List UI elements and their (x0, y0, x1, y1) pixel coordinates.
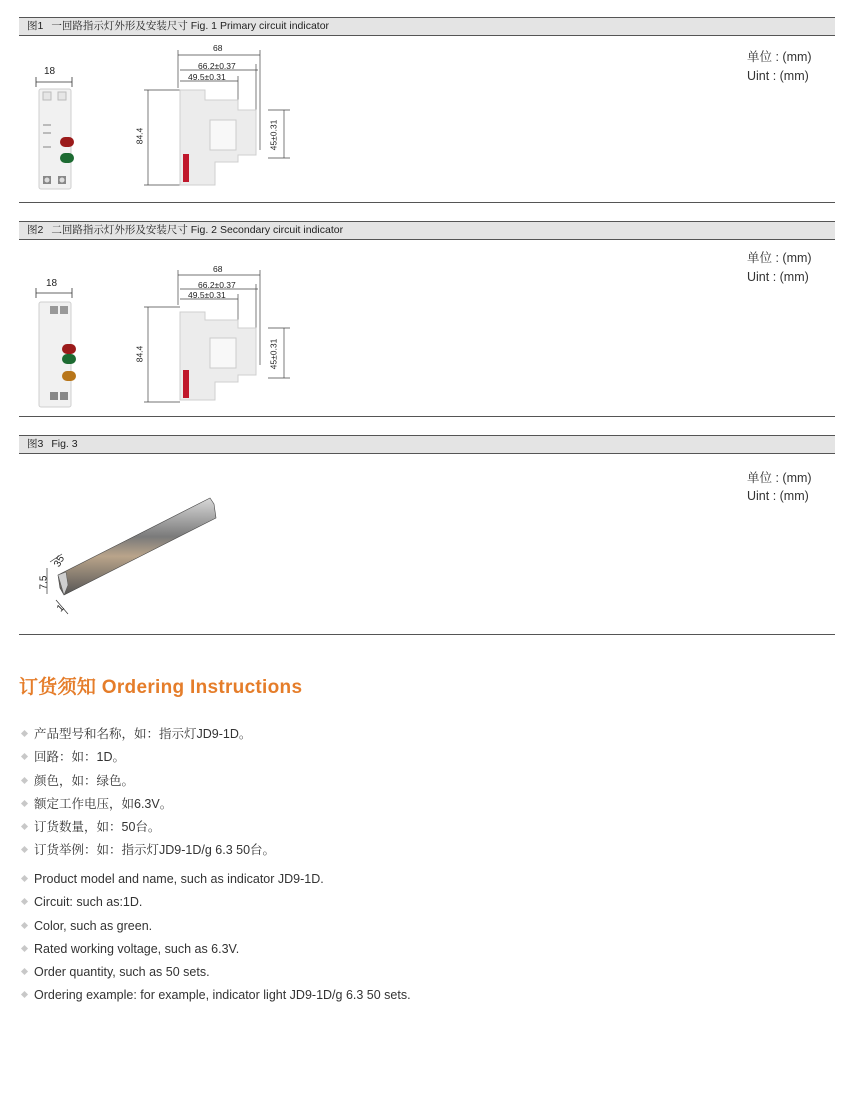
list-item-text: 订货数量，如：50台。 (34, 820, 161, 835)
figure-1-light-green (60, 153, 74, 163)
figure-3-unit-cn: 单位 : (mm) (747, 471, 812, 485)
figure-1-d1-label: 66.2±0.37 (198, 61, 236, 71)
ordering-title: 订货须知 Ordering Instructions (19, 677, 303, 698)
list-item-text: Circuit: such as:1D. (34, 895, 143, 910)
figure-3-bottom-rule (19, 634, 835, 635)
bullet-icon (21, 823, 28, 830)
list-item (19, 770, 275, 793)
figure-1-depth-label: 68 (213, 43, 223, 53)
bullet-icon (21, 991, 28, 998)
figure-1-caption: 一回路指示灯外形及安装尺寸 Fig. 1 Primary circuit indicator (51, 20, 330, 32)
bullet-icon (21, 898, 28, 905)
bullet-icon (21, 945, 28, 952)
figure-2-unit-en: Uint : (mm) (747, 270, 809, 284)
figure-2-light-red (62, 344, 76, 354)
figure-1-height-label: 84.4 (134, 127, 145, 145)
figure-1-number: 图1 (27, 20, 44, 32)
figure-2-unit-cn: 单位 : (mm) (747, 251, 812, 265)
figure-3-caption: Fig. 3 (51, 438, 78, 450)
list-item-text: Product model and name, such as indicator JD9-1D. (34, 872, 324, 886)
bullet-icon (21, 730, 28, 737)
list-item (19, 984, 411, 1007)
figure-3-number: 图3 (27, 438, 44, 450)
bullet-icon (21, 753, 28, 760)
figure-3-unit-en: Uint : (mm) (747, 489, 809, 503)
list-item-text: 额定工作电压，如6.3V。 (34, 796, 173, 811)
figure-2-d2-label: 49.5±0.31 (188, 290, 226, 300)
figure-2-d1-label: 66.2±0.37 (198, 280, 236, 290)
list-item-text: 回路：如：1D。 (34, 750, 125, 765)
list-item (19, 816, 275, 839)
list-item (19, 868, 411, 891)
figure-2-height-label: 84.4 (134, 345, 145, 363)
figure-2-depth-label: 68 (213, 264, 223, 274)
figure-1-caption-bar (19, 17, 835, 36)
figure-2-light-amber (62, 371, 76, 381)
list-item (19, 961, 411, 984)
figure-2-light-green (62, 354, 76, 364)
bullet-icon (21, 800, 28, 807)
list-item (19, 891, 411, 914)
rail-thickness-label: 1 (54, 602, 67, 615)
figure-1-bottom-rule (19, 202, 835, 203)
ordering-list-en (19, 868, 411, 1008)
figure-1-width-label: 18 (44, 66, 56, 77)
figure-2-width-label: 18 (46, 278, 58, 289)
figure-1-light-red (60, 137, 74, 147)
list-item (19, 938, 411, 961)
bullet-icon (21, 968, 28, 975)
rail-height-label: 7.5 (38, 575, 50, 590)
list-item-text: 产品型号和名称，如：指示灯JD9-1D。 (34, 727, 252, 741)
list-item-text: Order quantity, such as 50 sets. (34, 965, 210, 980)
figure-2-caption: 二回路指示灯外形及安装尺寸 Fig. 2 Secondary circuit indicator (51, 224, 344, 236)
figure-3-caption-bar (19, 435, 835, 454)
figure-2-rail-label: 45±0.31 (268, 338, 279, 370)
list-item (19, 839, 275, 862)
figure-2-bottom-rule (19, 416, 835, 417)
list-item-text: Rated working voltage, such as 6.3V. (34, 941, 240, 956)
list-item-text: 颜色，如：绿色。 (34, 773, 135, 788)
list-item-text: 订货举例：如：指示灯JD9-1D/g 6.3 50台。 (34, 843, 276, 858)
figure-1-front-view (30, 76, 80, 196)
list-item (19, 915, 411, 938)
figure-2-caption-bar (19, 221, 835, 240)
bullet-icon (21, 846, 28, 853)
list-item-text: Ordering example: for example, indicator light JD9-1D/g 6.3 50 sets. (34, 988, 411, 1003)
figure-1-d2-label: 49.5±0.31 (188, 72, 226, 82)
figure-1-unit-en: Uint : (mm) (747, 69, 809, 83)
list-item (19, 723, 275, 746)
figure-1-unit-cn: 单位 : (mm) (747, 50, 812, 64)
bullet-icon (21, 875, 28, 882)
figure-2-number: 图2 (27, 224, 44, 236)
list-item (19, 793, 275, 816)
bullet-icon (21, 922, 28, 929)
bullet-icon (21, 777, 28, 784)
list-item (19, 746, 275, 769)
list-item-text: Color, such as green. (34, 918, 153, 933)
rail-width-label: 35 (52, 553, 68, 570)
ordering-list-cn (19, 723, 275, 863)
figure-1-rail-label: 45±0.31 (268, 119, 279, 151)
